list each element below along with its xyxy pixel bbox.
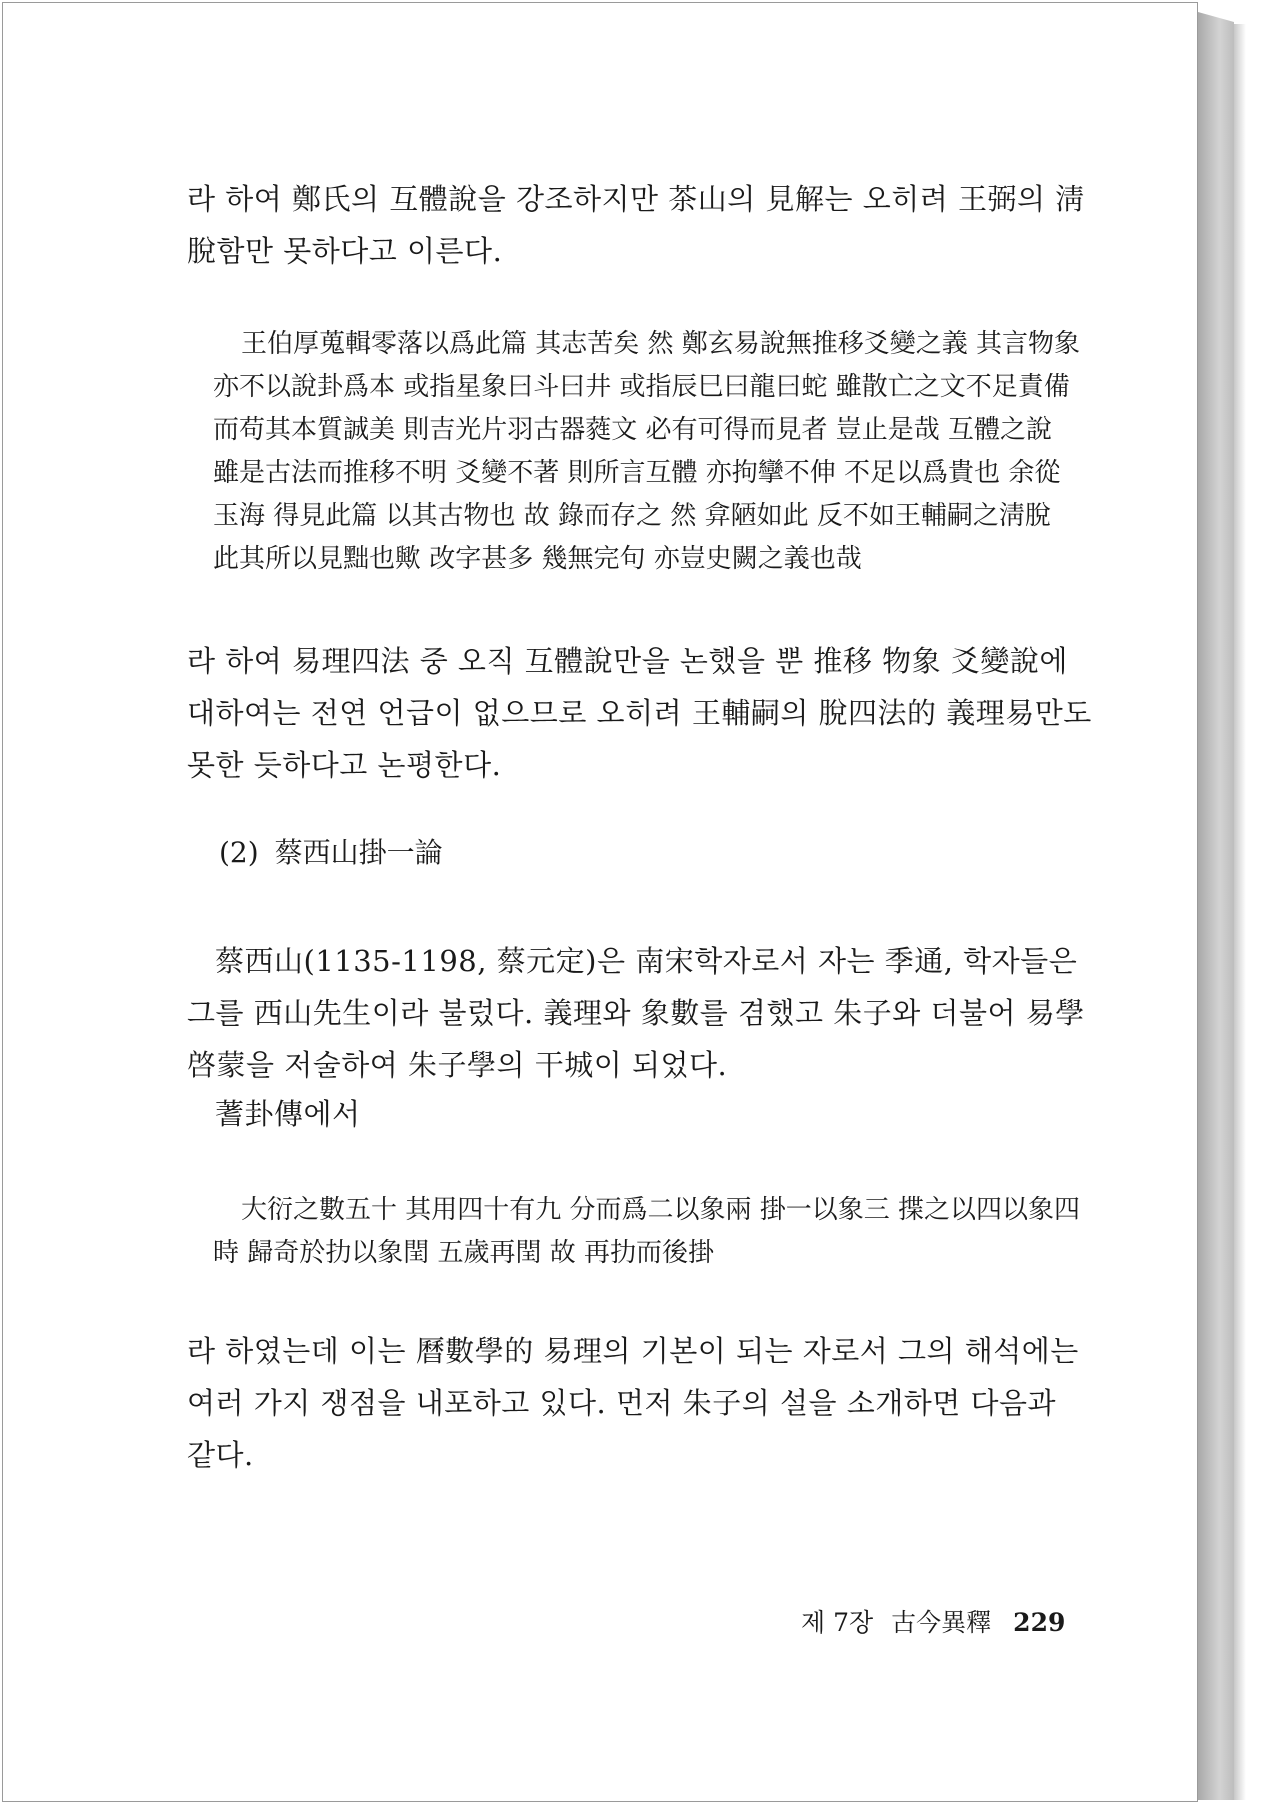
paragraph-line: 못한 듯하다고 논평한다. (187, 748, 502, 782)
quote-line: 雖是古法而推移不明 爻變不著 則所言互體 亦拘攣不伸 不足以爲貴也 余從 (213, 458, 1061, 488)
book-page (2, 2, 1198, 1802)
quote-line: 王伯厚蒐輯零落以爲此篇 其志苦矣 然 鄭玄易說無推移爻變之義 其言物象 (241, 329, 1081, 359)
paragraph-line: 그를 西山先生이라 불렀다. 義理와 象數를 겸했고 朱子와 더불어 易學 (187, 996, 1085, 1030)
page-edge-decoration (1198, 12, 1234, 1800)
page-footer (801, 1605, 1065, 1641)
block-quote-1 (213, 323, 1093, 581)
paragraph-line: 같다. (187, 1438, 254, 1472)
chapter-title: 古今異釋 (891, 1608, 992, 1637)
paragraph-line: 라 하였는데 이는 曆數學的 易理의 기본이 되는 자로서 그의 해석에는 (187, 1334, 1079, 1368)
paragraph-line: 脫함만 못하다고 이른다. (187, 234, 503, 268)
chapter-label: 제 7장 (801, 1608, 874, 1637)
quote-line: 玉海 得見此篇 以其古物也 故 錄而存之 然 弇陋如此 反不如王輔嗣之淸脫 (213, 501, 1051, 531)
paragraph-3 (187, 935, 1087, 1137)
paragraph-line: 蔡西山(1135-1198, 蔡元定)은 南宋학자로서 자는 季通, 학자들은 (215, 944, 1078, 978)
quote-line: 時 歸奇於扐以象閏 五歲再閏 故 再扐而後掛 (213, 1238, 715, 1268)
section-title: 蔡西山掛一論 (274, 836, 443, 869)
paragraph-line: 라 하여 鄭氏의 互體說을 강조하지만 茶山의 見解는 오히려 王弼의 淸 (187, 182, 1085, 216)
section-heading (219, 833, 443, 873)
paragraph-line: 대하여는 전연 언급이 없으므로 오히려 王輔嗣의 脫四法的 義理易만도 (187, 696, 1092, 730)
paragraph-line: 蓍卦傳에서 (215, 1097, 361, 1131)
quote-line: 亦不以說卦爲本 或指星象曰斗曰井 或指辰巳曰龍曰蛇 雖散亡之文不足責備 (213, 372, 1070, 402)
paragraph-line: 여러 가지 쟁점을 내포하고 있다. 먼저 朱子의 설을 소개하면 다음과 (187, 1386, 1057, 1420)
paragraph-4 (187, 1325, 1087, 1481)
paragraph-line: 라 하여 易理四法 중 오직 互體說만을 논했을 뿐 推移 物象 爻變說에 (187, 644, 1068, 678)
paragraph-1 (187, 173, 1087, 277)
page-number: 229 (1013, 1608, 1066, 1637)
quote-line: 大衍之數五十 其用四十有九 分而爲二以象兩 掛一以象三 揲之以四以象四 (241, 1195, 1081, 1225)
paragraph-2 (187, 635, 1092, 791)
quote-line: 此其所以見黜也歟 改字甚多 幾無完句 亦豈史闕之義也哉 (213, 544, 862, 574)
block-quote-2 (213, 1189, 1093, 1275)
section-number: (2) (219, 836, 259, 869)
page-edge-shadow (1234, 24, 1246, 1800)
quote-line: 而苟其本質誠美 則吉光片羽古器蕤文 必有可得而見者 豈止是哉 互體之說 (213, 415, 1053, 445)
paragraph-line: 啓蒙을 저술하여 朱子學의 干城이 되었다. (187, 1048, 728, 1082)
